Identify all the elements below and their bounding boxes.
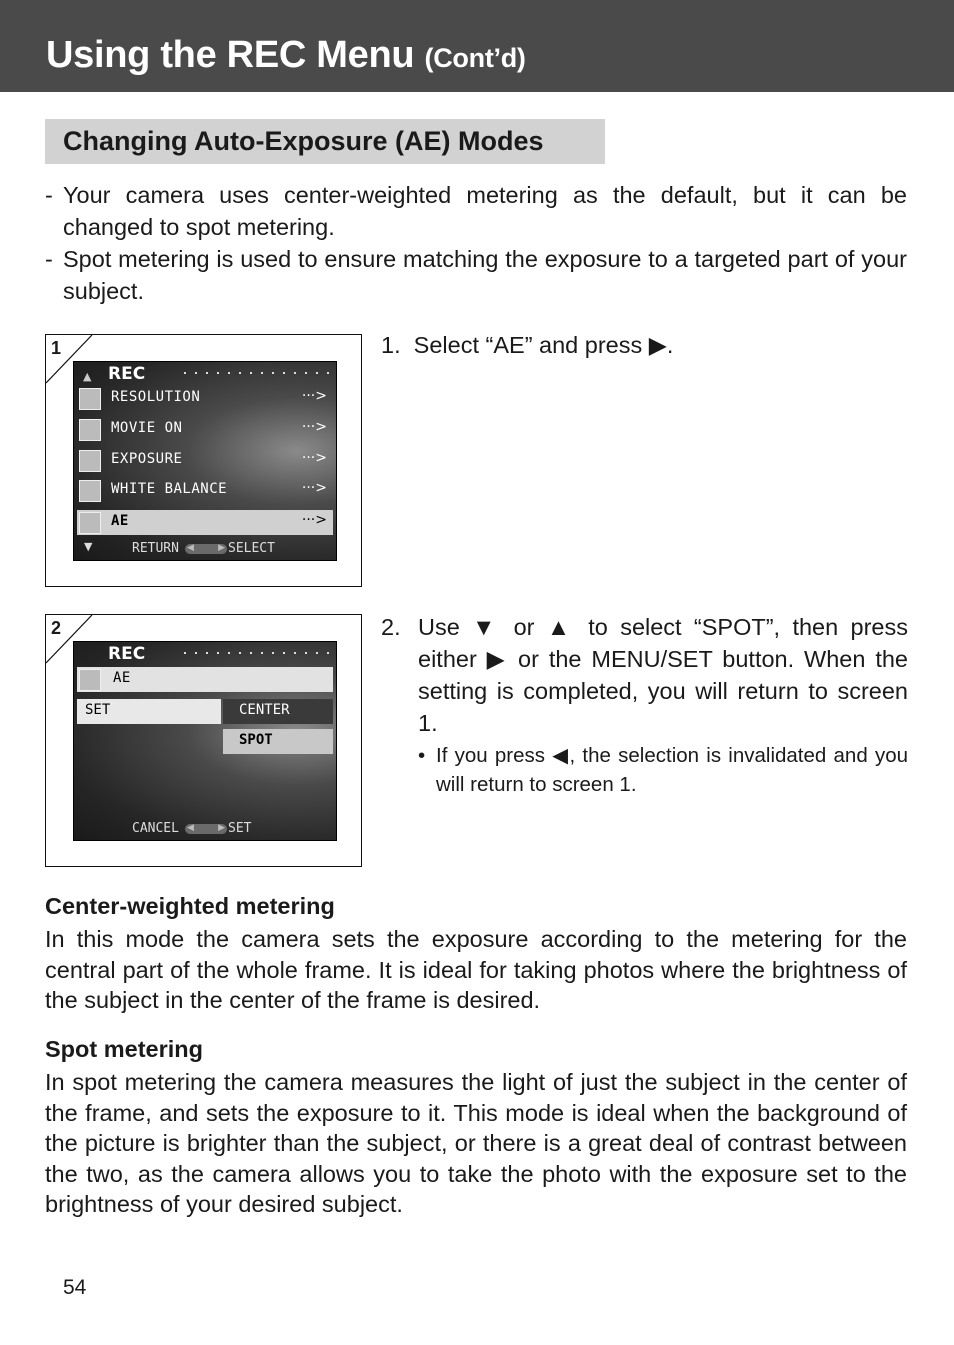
menu-item-white-balance[interactable] — [77, 478, 333, 503]
submenu-arrow-icon: ···> — [301, 512, 327, 528]
intro-item — [45, 243, 907, 307]
screen-1-figure — [45, 334, 362, 587]
return-label: RETURN — [132, 541, 179, 556]
intro-list — [45, 179, 907, 307]
right-arrow-icon: ▶ — [218, 823, 225, 833]
menu-item-resolution[interactable] — [77, 386, 333, 411]
page-title — [46, 34, 526, 77]
option-label: CENTER — [239, 702, 290, 718]
bullet: • — [418, 744, 426, 767]
option-spot[interactable] — [223, 729, 333, 754]
figure-number: 2 — [51, 618, 62, 638]
menu-item-label: RESOLUTION — [111, 389, 201, 405]
menu-item-movie-on[interactable] — [77, 417, 333, 442]
option-label: SPOT — [239, 732, 273, 748]
chevron-down-icon: ▼ — [84, 540, 93, 553]
set-row — [77, 699, 221, 724]
menu-item-exposure[interactable] — [77, 448, 333, 473]
nav-pill — [185, 544, 227, 554]
menu-item-label: WHITE BALANCE — [111, 481, 228, 497]
menu-title: REC — [108, 644, 146, 664]
chevron-up-icon: ▲ — [83, 370, 92, 383]
set-label: SET — [85, 702, 111, 718]
title-text: Using the REC Menu — [46, 34, 415, 76]
ae-icon — [79, 512, 101, 534]
spot-metering-heading: Spot metering — [45, 1036, 203, 1062]
page-dots — [184, 372, 332, 374]
submenu-arrow-icon: ···> — [301, 450, 327, 466]
option-center[interactable] — [223, 699, 333, 724]
step-text: Select “AE” and press ▶. — [413, 332, 674, 358]
center-weighted-heading: Center-weighted metering — [45, 893, 335, 919]
page-dots — [184, 652, 332, 654]
menu-item-label: EXPOSURE — [111, 451, 183, 467]
camera-lcd-screen — [73, 641, 337, 841]
center-weighted-text: In this mode the camera sets the exposure according to the metering for the central part of the whole frame. It is ideal for taking photos where the brightness of the subject in the center of the frame is desired. — [45, 926, 907, 1013]
intro-text: Your camera uses center-weighted metering as the default, but it can be changed to spot metering. — [63, 182, 907, 240]
menu-item-label: AE — [113, 670, 131, 686]
screen-2-figure — [45, 614, 362, 867]
camera-lcd-screen — [73, 361, 337, 561]
note-text: If you press ◀, the selection is invalidated and you will return to screen 1. — [436, 744, 908, 796]
ae-icon — [79, 669, 101, 691]
resolution-icon — [79, 388, 101, 410]
intro-dash: - — [45, 246, 53, 272]
menu-item-ae[interactable] — [77, 667, 333, 692]
intro-item — [45, 179, 907, 243]
intro-dash: - — [45, 182, 53, 208]
submenu-arrow-icon: ···> — [301, 480, 327, 496]
exposure-icon — [79, 450, 101, 472]
step-2 — [381, 611, 908, 799]
menu-item-label: MOVIE ON — [111, 420, 183, 436]
movie-icon — [79, 419, 101, 441]
lcd-footer — [74, 820, 336, 838]
right-arrow-icon: ▶ — [218, 543, 225, 553]
page-number: 54 — [63, 1276, 87, 1299]
select-label: SELECT — [228, 541, 275, 556]
figure-number: 1 — [51, 338, 62, 358]
step-1 — [381, 331, 673, 359]
spot-metering-text: In spot metering the camera measures the light of just the subject in the center of the frame, and sets the exposure to it. This mode is ideal when the background of the picture is brighter than the subject, or there is a great deal of contrast between the two, as the camera allows you to take the photo with the exposure set to the brightness of your desired subject. — [45, 1069, 907, 1217]
nav-pill — [185, 824, 227, 834]
submenu-arrow-icon: ···> — [301, 419, 327, 435]
menu-item-ae[interactable] — [77, 510, 333, 535]
left-arrow-icon: ◀ — [187, 543, 194, 553]
section-heading: Changing Auto-Exposure (AE) Modes — [63, 126, 544, 156]
white-balance-icon — [79, 480, 101, 502]
lcd-footer — [74, 540, 336, 558]
step-number: 1. — [381, 332, 401, 358]
set-label: SET — [228, 821, 252, 836]
menu-item-label: AE — [111, 513, 129, 529]
intro-text: Spot metering is used to ensure matching the exposure to a targeted part of your subject. — [63, 246, 907, 304]
step-note — [418, 742, 908, 799]
step-number: 2. — [381, 614, 401, 640]
submenu-arrow-icon: ···> — [301, 388, 327, 404]
menu-title: REC — [108, 364, 146, 384]
step-text: Use ▼ or ▲ to select “SPOT”, then press either ▶ or the MENU/SET button. When the setting is completed, you will return to screen 1. — [418, 614, 908, 736]
section-heading-box — [45, 119, 605, 164]
page-header — [0, 0, 954, 92]
cancel-label: CANCEL — [132, 821, 179, 836]
title-suffix: (Cont’d) — [424, 43, 526, 73]
left-arrow-icon: ◀ — [187, 823, 194, 833]
